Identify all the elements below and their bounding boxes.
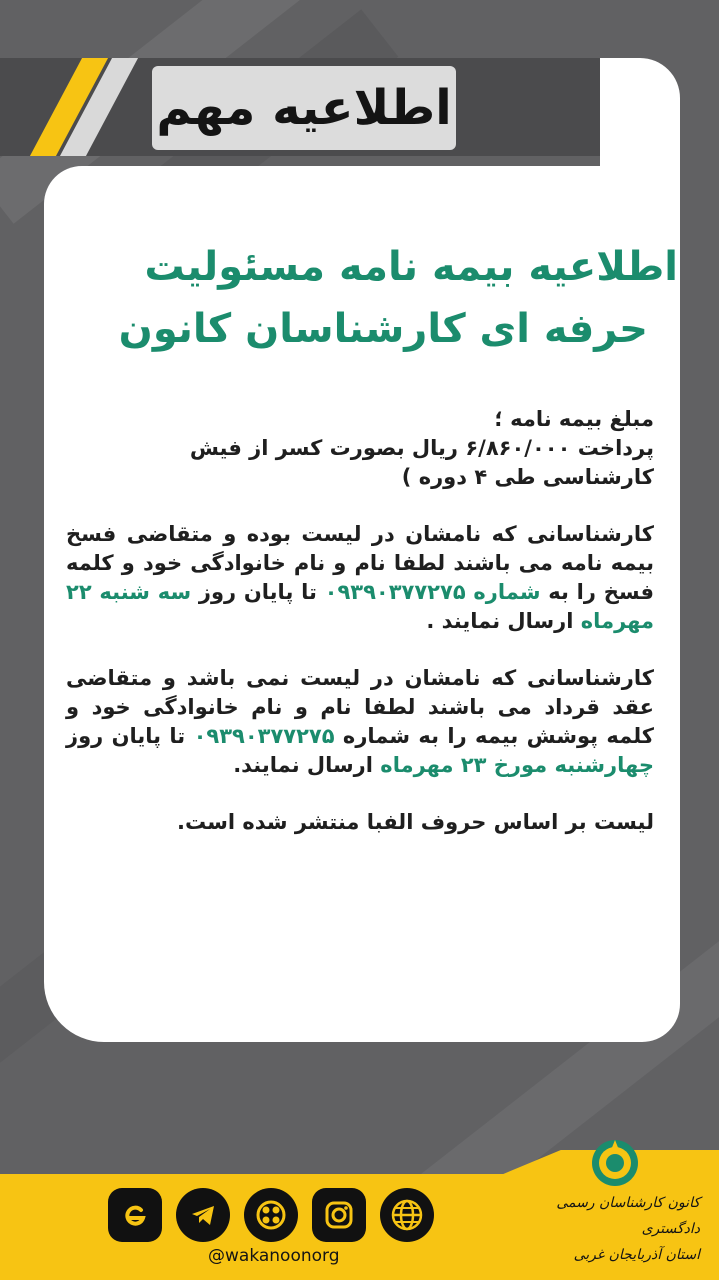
paragraph-premium	[66, 405, 654, 492]
telegram-icon[interactable]	[176, 1188, 230, 1242]
cancel-phone: شماره ۰۹۳۹۰۳۷۷۲۷۵	[324, 580, 541, 604]
page-title: اطلاعیه مهم	[156, 80, 452, 136]
eitaa-icon[interactable]	[108, 1188, 162, 1242]
social-links	[108, 1188, 434, 1242]
organization-name	[500, 1190, 700, 1268]
organization-logo	[590, 1138, 640, 1188]
org-name-line-1: کانون کارشناسان رسمی دادگستری	[556, 1195, 700, 1237]
cancel-end: ارسال نمایند .	[426, 609, 581, 633]
contract-until: تا پایان روز	[66, 724, 194, 748]
header-title-box	[152, 66, 456, 150]
paragraph-contract	[66, 664, 654, 780]
paragraph-list-note: لیست بر اساس حروف الفبا منتشر شده است.	[176, 810, 654, 834]
headline-line-2: حرفه ای کارشناسان کانون	[118, 306, 648, 352]
contract-end: ارسال نمایند.	[233, 753, 381, 777]
cancel-deadline: سه شنبه ۲۲ مهرماه	[66, 580, 654, 633]
instagram-icon[interactable]	[312, 1188, 366, 1242]
contract-text: کارشناسانی که نامشان در لیست نمی باشد و متقاضی عقد قرداد می باشند لطفا نام و نام خانوادگی خود و کلمه پوشش بیمه را به شماره	[66, 666, 654, 748]
headline-line-1: اطلاعیه بیمه نامه مسئولیت	[144, 244, 678, 290]
globe-icon[interactable]	[380, 1188, 434, 1242]
contract-phone: ۰۹۳۹۰۳۷۷۲۷۵	[193, 724, 335, 748]
premium-amount: پرداخت ۶/۸۶۰/۰۰۰ ریال بصورت کسر از فیش	[189, 436, 654, 460]
announcement-body	[66, 405, 654, 865]
paragraph-cancel	[66, 520, 654, 636]
social-handle: @wakanoonorg	[208, 1246, 340, 1266]
premium-period: کارشناسی طی ۴ دوره )	[401, 465, 654, 489]
cancel-text: کارشناسانی که نامشان در لیست بوده و متقاضی فسخ بیمه نامه می باشند لطفا نام و نام خانوادگی خود و کلمه فسخ را به	[66, 522, 654, 604]
aparat-icon[interactable]	[244, 1188, 298, 1242]
premium-label: مبلغ بیمه نامه ؛	[494, 407, 654, 431]
headline	[58, 236, 678, 360]
contract-deadline: چهارشنبه مورخ ۲۳ مهرماه	[380, 753, 654, 777]
cancel-until: تا پایان روز	[191, 580, 325, 604]
org-name-line-2: استان آذربایجان غربی	[573, 1247, 700, 1263]
